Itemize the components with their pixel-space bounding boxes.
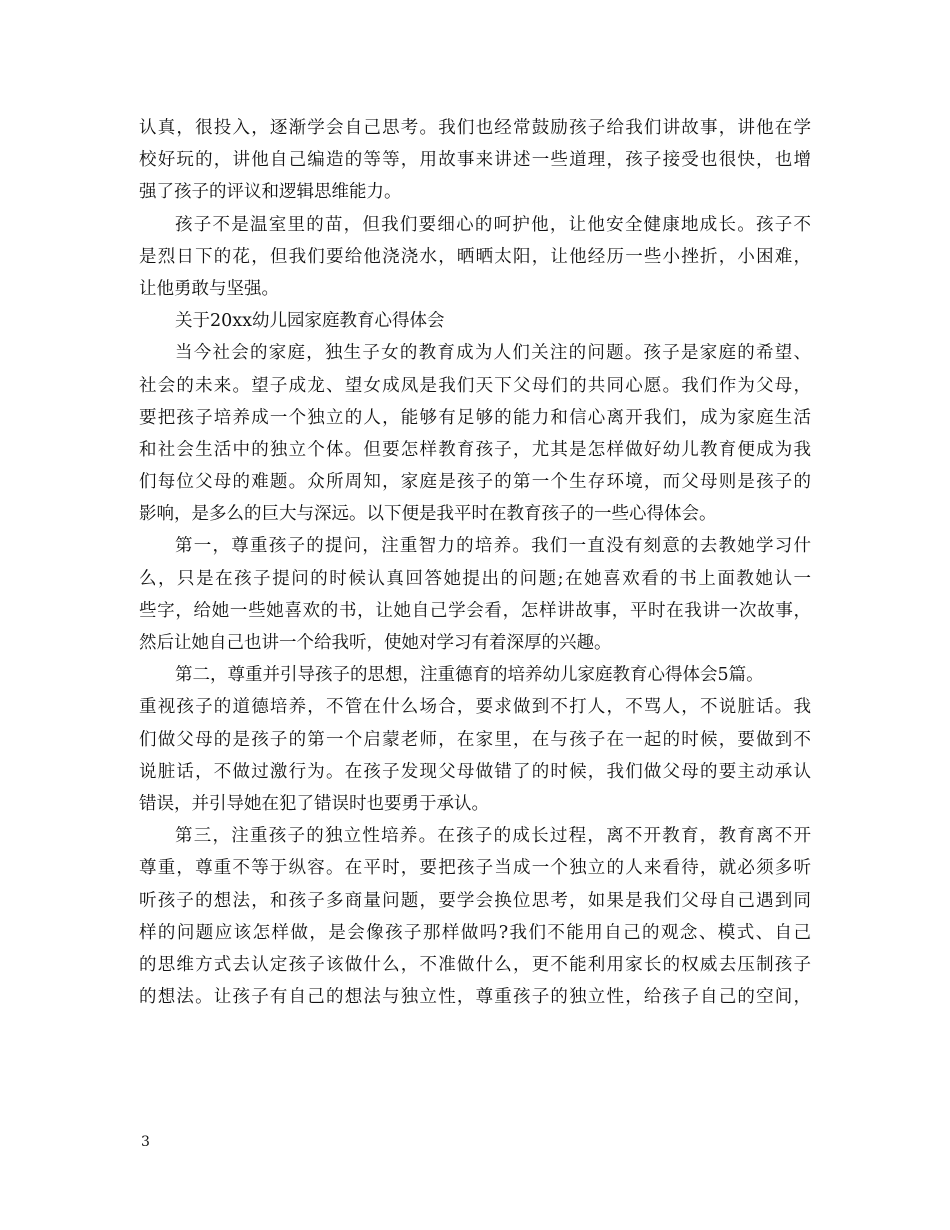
- text-line: 然后让她自己也讲一个给我听，使她对学习有着深厚的兴趣。: [139, 633, 612, 653]
- text-line: 要把孩子培养成一个独立的人，能够有足够的能力和信心离开我们，成为家庭生活: [139, 407, 811, 428]
- text-line: 说脏话，不做过激行为。在孩子发现父母做错了的时候，我们做父母的要主动承认: [139, 761, 811, 782]
- text-line: 社会的未来。望子成龙、望女成凤是我们天下父母们的共同心愿。我们作为父母，: [139, 375, 811, 396]
- text-line: 校好玩的，讲他自己编造的等等，用故事来讲述一些道理，孩子接受也很快，也增: [139, 150, 811, 171]
- text-line: 样的问题应该怎样做，是会像孩子那样做吗?我们不能用自己的观念、模式、自己: [139, 922, 811, 943]
- text-line: 和社会生活中的独立个体。但要怎样教育孩子，尤其是怎样做好幼儿教育便成为我: [139, 439, 811, 460]
- text-line: 们做父母的是孩子的第一个启蒙老师，在家里，在与孩子在一起的时候，要做到不: [139, 729, 811, 750]
- text-line: 么，只是在孩子提问的时候认真回答她提出的问题;在她喜欢看的书上面教她认一: [139, 568, 811, 589]
- text-line: 尊重，尊重不等于纵容。在平时，要把孩子当成一个独立的人来看待，就必须多听: [139, 858, 811, 879]
- text-line: 们每位父母的难题。众所周知，家庭是孩子的第一个生存环境，而父母则是孩子的: [139, 472, 811, 493]
- text-line: 让他勇敢与坚强。: [139, 278, 279, 299]
- paragraph-start-line: 孩子不是温室里的苗，但我们要细心的呵护他，让他安全健康地成长。孩子不: [175, 214, 811, 235]
- section-heading: 关于20xx幼儿园家庭教育心得体会: [175, 311, 445, 332]
- paragraph-start-line: 第三，注重孩子的独立性培养。在孩子的成长过程，离不开教育，教育离不开: [175, 826, 811, 847]
- paragraph-start-line: 第二，尊重并引导孩子的思想，注重德育的培养幼儿家庭教育心得体会5篇。: [175, 665, 764, 686]
- text-line: 错误，并引导她在犯了错误时也要勇于承认。: [139, 793, 489, 814]
- document-body: [139, 112, 811, 1013]
- paragraph-start-line: 当今社会的家庭，独生子女的教育成为人们关注的问题。孩子是家庭的希望、: [175, 343, 811, 364]
- page-number: 3: [141, 1134, 150, 1150]
- text-line: 重视孩子的道德培养，不管在什么场合，要求做到不打人，不骂人，不说脏话。我: [139, 697, 811, 718]
- text-line: 听孩子的想法，和孩子多商量问题，要学会换位思考，如果是我们父母自己遇到同: [139, 890, 811, 911]
- text-line: 的思维方式去认定孩子该做什么，不准做什么，更不能利用家长的权威去压制孩子: [139, 954, 811, 975]
- text-line: 是烈日下的花，但我们要给他浇浇水，晒晒太阳，让他经历一些小挫折，小困难，: [139, 246, 811, 267]
- text-line: 影响，是多么的巨大与深远。以下便是我平时在教育孩子的一些心得体会。: [139, 504, 717, 525]
- text-line: 强了孩子的评议和逻辑思维能力。: [139, 182, 402, 203]
- paragraph-start-line: 第一，尊重孩子的提问，注重智力的培养。我们一直没有刻意的去教她学习什: [175, 536, 811, 557]
- text-line: 的想法。让孩子有自己的想法与独立性，尊重孩子的独立性，给孩子自己的空间，: [139, 987, 811, 1008]
- text-line: 些字，给她一些她喜欢的书，让她自己学会看，怎样讲故事，平时在我讲一次故事，: [139, 600, 811, 621]
- text-line: 认真，很投入，逐渐学会自己思考。我们也经常鼓励孩子给我们讲故事，讲他在学: [139, 118, 811, 138]
